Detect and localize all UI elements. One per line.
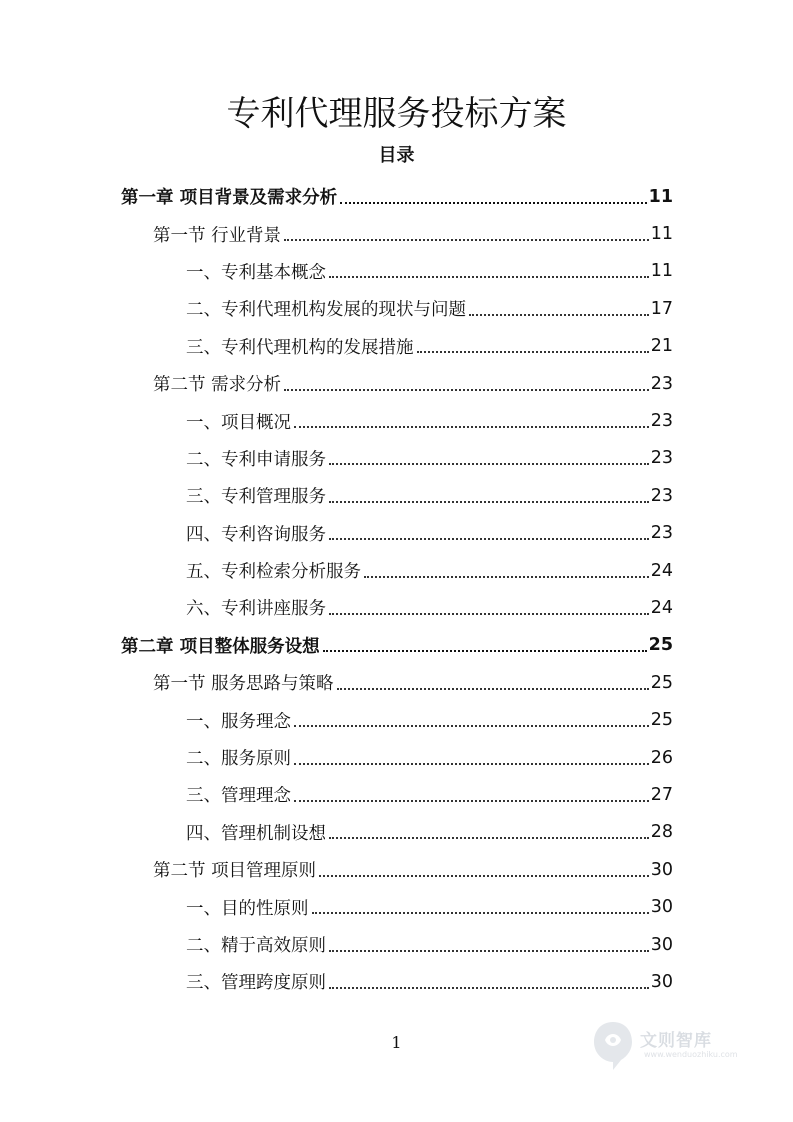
toc-entry-label: 一、专利基本概念 [186, 262, 326, 283]
toc-entry[interactable] [0, 851, 793, 888]
dot-leader [329, 276, 649, 278]
toc-entry[interactable] [0, 552, 793, 589]
toc-entry[interactable] [0, 215, 793, 252]
toc-entry[interactable] [0, 589, 793, 626]
toc-entry-label: 一、目的性原则 [186, 898, 309, 919]
toc-entry-page: 11 [650, 224, 673, 245]
toc-entry-label: 第二章 项目整体服务设想 [121, 636, 320, 657]
toc-entry-page: 30 [650, 971, 673, 992]
dot-leader [329, 538, 649, 540]
toc-entry[interactable] [0, 402, 793, 439]
watermark-text: 文则智库 [640, 1031, 712, 1051]
dot-leader [329, 987, 649, 989]
toc-entry-label: 第一章 项目背景及需求分析 [121, 188, 338, 209]
watermark [588, 1018, 758, 1074]
dot-leader [469, 314, 649, 316]
toc-entry-page: 23 [650, 485, 673, 506]
dot-leader [329, 837, 649, 839]
toc-entry-label: 四、专利咨询服务 [186, 524, 326, 545]
toc-entry-label: 第一节 服务思路与策略 [153, 674, 334, 695]
dot-leader [337, 688, 649, 690]
toc-entry-label: 三、管理跨度原则 [186, 973, 326, 994]
toc-entry-page: 27 [650, 784, 673, 805]
dot-leader [329, 463, 649, 465]
toc-entry[interactable] [0, 739, 793, 776]
toc-entry[interactable] [0, 515, 793, 552]
dot-leader [294, 763, 649, 765]
toc-entry-page: 26 [650, 747, 673, 768]
toc-entry[interactable] [0, 365, 793, 402]
toc-heading: 目录 [378, 145, 415, 166]
toc-entry-label: 三、专利代理机构的发展措施 [186, 337, 414, 358]
toc-entry-page: 11 [648, 186, 673, 207]
toc-entry-label: 五、专利检索分析服务 [186, 562, 361, 583]
toc-entry[interactable] [0, 477, 793, 514]
dot-leader [329, 950, 649, 952]
toc-entry[interactable] [0, 328, 793, 365]
toc-entry[interactable] [0, 776, 793, 813]
toc-entry-page: 30 [650, 897, 673, 918]
toc-entry-page: 25 [648, 635, 673, 656]
toc-entry-page: 25 [650, 710, 673, 731]
toc-entry-page: 23 [650, 411, 673, 432]
toc-entry[interactable] [0, 926, 793, 963]
dot-leader [340, 202, 647, 204]
toc-entry-label: 二、专利代理机构发展的现状与问题 [186, 300, 466, 321]
toc-entry-label: 六、专利讲座服务 [186, 599, 326, 620]
toc-entry[interactable] [0, 963, 793, 1000]
toc-entry-page: 23 [650, 448, 673, 469]
dot-leader [364, 576, 649, 578]
toc-entry[interactable] [0, 701, 793, 738]
toc-entry[interactable] [0, 440, 793, 477]
toc-entry-page: 23 [650, 523, 673, 544]
dot-leader [284, 389, 649, 391]
toc-entry-label: 第一节 行业背景 [153, 225, 282, 246]
dot-leader [329, 613, 649, 615]
dot-leader [329, 501, 649, 503]
toc-entry[interactable] [0, 290, 793, 327]
toc-entry-page: 24 [650, 597, 673, 618]
toc-entry[interactable] [0, 627, 793, 664]
logo-icon [588, 1018, 638, 1074]
table-of-contents [0, 178, 793, 1001]
toc-entry-page: 25 [650, 672, 673, 693]
toc-entry-page: 24 [650, 560, 673, 581]
watermark-url: www.wenduozhiku.com [644, 1050, 738, 1059]
toc-entry-label: 一、项目概况 [186, 412, 291, 433]
dot-leader [312, 912, 649, 914]
toc-entry[interactable] [0, 814, 793, 851]
toc-entry-label: 三、管理理念 [186, 786, 291, 807]
toc-entry-label: 三、专利管理服务 [186, 487, 326, 508]
dot-leader [284, 239, 649, 241]
toc-entry-label: 二、专利申请服务 [186, 449, 326, 470]
toc-entry[interactable] [0, 888, 793, 925]
toc-entry[interactable] [0, 253, 793, 290]
dot-leader [319, 875, 649, 877]
toc-entry-label: 第二节 项目管理原则 [153, 861, 317, 882]
toc-entry-page: 21 [650, 336, 673, 357]
dot-leader [323, 650, 647, 652]
dot-leader [294, 426, 649, 428]
toc-entry-page: 30 [650, 859, 673, 880]
toc-entry-label: 第二节 需求分析 [153, 375, 282, 396]
toc-entry-page: 23 [650, 373, 673, 394]
dot-leader [417, 351, 649, 353]
toc-entry-label: 二、服务原则 [186, 749, 291, 770]
toc-entry-label: 四、管理机制设想 [186, 823, 326, 844]
toc-entry-label: 一、服务理念 [186, 711, 291, 732]
toc-entry-page: 17 [650, 298, 673, 319]
toc-entry-page: 11 [650, 261, 673, 282]
document-title: 专利代理服务投标方案 [226, 94, 567, 134]
toc-entry-page: 28 [650, 822, 673, 843]
toc-entry-page: 30 [650, 934, 673, 955]
dot-leader [294, 725, 649, 727]
toc-entry[interactable] [0, 178, 793, 215]
toc-entry-label: 二、精于高效原则 [186, 936, 326, 956]
toc-entry[interactable] [0, 664, 793, 701]
page-number: 1 [391, 1033, 402, 1052]
dot-leader [294, 800, 649, 802]
